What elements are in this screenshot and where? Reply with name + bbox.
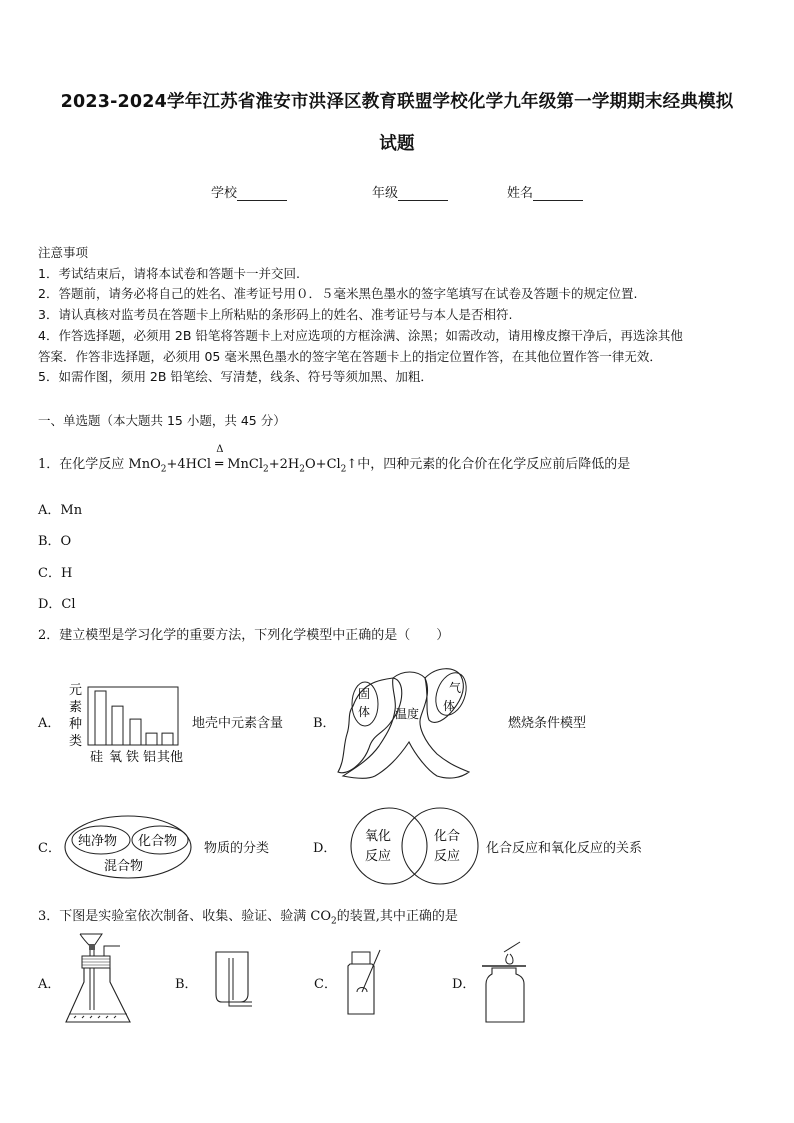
delivery-tube bbox=[104, 946, 120, 956]
section-heading: 一、单选题（本大题共 15 小题，共 45 分） bbox=[38, 413, 286, 428]
combustion-condition-model bbox=[333, 664, 473, 782]
q2-option-d-caption: 化合反应和氧化反应的关系 bbox=[486, 841, 643, 856]
page-title: 2023-2024学年江苏省淮安市洪泽区教育联盟学校化学九年级第一学期期末经典模拟 bbox=[60, 92, 734, 112]
q2-option-c-label: C． bbox=[38, 841, 61, 856]
temperature-label: 温度 bbox=[395, 707, 420, 721]
content-bar bbox=[112, 706, 123, 745]
question-1-stem bbox=[38, 444, 631, 475]
q1-option-c: C．H bbox=[38, 566, 73, 581]
q3-option-d-label: D． bbox=[452, 977, 476, 992]
right-tissue-shape bbox=[425, 669, 463, 723]
notice-item: 1．考试结束后，请将本试卷和答题卡一并交回. bbox=[38, 265, 300, 281]
question-3-stem bbox=[38, 905, 458, 927]
q2-option-a-caption: 地壳中元素含量 bbox=[192, 716, 284, 731]
y-label-char: 种 bbox=[69, 717, 83, 732]
question-2-stem: 2．建立模型是学习化学的重要方法，下列化学模型中正确的是（ ） bbox=[38, 628, 450, 643]
bottle-body bbox=[216, 952, 248, 1002]
funnel-stem bbox=[80, 934, 90, 1010]
y-label-char: 类 bbox=[69, 734, 83, 749]
gas-label: 体 bbox=[443, 699, 456, 713]
substance-classification-model bbox=[62, 812, 196, 882]
bottle-body bbox=[486, 968, 524, 1022]
name-label: 姓名 bbox=[507, 186, 534, 201]
q1-sub: 2 bbox=[160, 464, 167, 475]
name-field bbox=[507, 182, 583, 201]
school-field bbox=[211, 182, 287, 201]
flame-icon bbox=[506, 954, 513, 964]
notice-item: 5．如需作图，须用 2B 铅笔绘、写清楚，线条、符号等须加黑、加粗． bbox=[38, 369, 433, 385]
delta-symbol: Δ bbox=[216, 444, 224, 455]
q3-option-a-label: A． bbox=[38, 977, 61, 992]
notice-heading: 注意事项 bbox=[38, 245, 89, 260]
grade-blank bbox=[398, 187, 448, 201]
x-label: 铁 bbox=[126, 750, 140, 765]
element-content-bar-chart bbox=[64, 680, 189, 770]
pure-substance-label: 纯净物 bbox=[78, 834, 118, 849]
inlet-tube bbox=[229, 958, 233, 1000]
notice-section bbox=[38, 243, 758, 388]
q2-option-a-label: A． bbox=[38, 716, 61, 731]
x-label: 铝 bbox=[143, 750, 157, 765]
combination-label: 反应 bbox=[434, 849, 461, 864]
q1-sub: 2 bbox=[340, 464, 347, 475]
page-title-continued: 试题 bbox=[379, 134, 415, 154]
combination-label: 化合 bbox=[434, 829, 461, 844]
co2-generation-apparatus bbox=[60, 930, 140, 1030]
solid-label: 体 bbox=[358, 705, 371, 719]
name-blank bbox=[533, 187, 583, 201]
q1-text: O+Cl bbox=[305, 457, 341, 472]
grade-field bbox=[372, 182, 448, 201]
y-label-char: 元 bbox=[69, 683, 83, 698]
mixture-label: 混合物 bbox=[104, 859, 144, 874]
q2-option-b-caption: 燃烧条件模型 bbox=[508, 716, 587, 731]
q1-text: +2H bbox=[268, 457, 300, 472]
q3-text: 3．下图是实验室依次制备、收集、验证、验满 CO bbox=[38, 909, 332, 924]
q1-text: MnCl bbox=[227, 457, 264, 472]
content-bar bbox=[95, 691, 106, 745]
q1-sub: 2 bbox=[263, 464, 269, 475]
q1-text: +4HCl bbox=[166, 457, 216, 472]
x-label: 硅 bbox=[90, 750, 104, 765]
q2-option-d-label: D． bbox=[313, 841, 337, 856]
q1-sub: 2 bbox=[299, 464, 306, 475]
bottle-neck bbox=[352, 952, 370, 964]
stopcock bbox=[89, 944, 95, 950]
compound-label: 化合物 bbox=[138, 834, 178, 849]
glass-rod bbox=[362, 950, 380, 992]
oxidation-label: 反应 bbox=[365, 849, 392, 864]
gas-label: 气 bbox=[449, 681, 462, 695]
q1-text: ↑中，四种元素的化合价在化学反应前后降低的是 bbox=[346, 457, 631, 472]
q1-option-d: D．Cl bbox=[38, 597, 76, 612]
marble-chips bbox=[74, 1016, 116, 1018]
q2-option-b-label: B． bbox=[313, 716, 336, 731]
school-label: 学校 bbox=[211, 186, 238, 201]
equals-sign: ═ bbox=[215, 457, 224, 472]
reaction-relationship-venn bbox=[347, 806, 483, 886]
heat-condition bbox=[215, 444, 227, 472]
notice-item: 答案．作答非选择题，必须用 05 毫米黑色墨水的签字笔在答题卡上的指定位置作答，在其他位置作答一律无效． bbox=[38, 348, 662, 364]
content-bar bbox=[130, 719, 141, 745]
grade-label: 年级 bbox=[372, 186, 399, 201]
solid-label: 固 bbox=[358, 687, 371, 701]
co2-full-check-bottle bbox=[476, 940, 538, 1026]
x-label: 氧 bbox=[109, 750, 123, 765]
q3-sub: 2 bbox=[331, 916, 337, 927]
q1-option-b: B．O bbox=[38, 534, 72, 549]
q3-option-b-label: B． bbox=[175, 977, 198, 992]
y-label-char: 素 bbox=[69, 700, 83, 715]
q3-option-c-label: C． bbox=[314, 977, 337, 992]
q1-text: 1．在化学反应 MnO bbox=[38, 457, 161, 472]
school-blank bbox=[237, 187, 287, 201]
oxidation-circle bbox=[351, 808, 427, 884]
x-label: 其他 bbox=[157, 750, 184, 765]
bottle-body bbox=[348, 964, 374, 1014]
q1-option-a: A．Mn bbox=[38, 503, 83, 518]
content-bar bbox=[146, 733, 157, 745]
co2-verification-bottle bbox=[340, 944, 392, 1020]
notice-item: 4．作答选择题，必须用 2B 铅笔将答题卡上对应选项的方框涂满、涂黑；如需改动，请用橡皮擦干净后，再选涂其他 bbox=[38, 327, 683, 343]
q3-text: 的装置,其中正确的是 bbox=[336, 909, 458, 924]
oxidation-label: 氧化 bbox=[365, 829, 392, 844]
gas-collection-bottle bbox=[208, 944, 260, 1014]
content-bar bbox=[162, 733, 173, 745]
burning-stick bbox=[504, 942, 520, 952]
q2-option-c-caption: 物质的分类 bbox=[204, 841, 270, 856]
bent-tube bbox=[229, 1000, 252, 1006]
combination-circle bbox=[402, 808, 478, 884]
notice-item: 2．答题前，请务必将自己的姓名、准考证号用０．５毫米黑色墨水的签字笔填写在试卷及答题卡的规定位置. bbox=[38, 286, 638, 302]
notice-item: 3．请认真核对监考员在答题卡上所粘贴的条形码上的姓名、准考证号与本人是否相符. bbox=[38, 307, 513, 323]
